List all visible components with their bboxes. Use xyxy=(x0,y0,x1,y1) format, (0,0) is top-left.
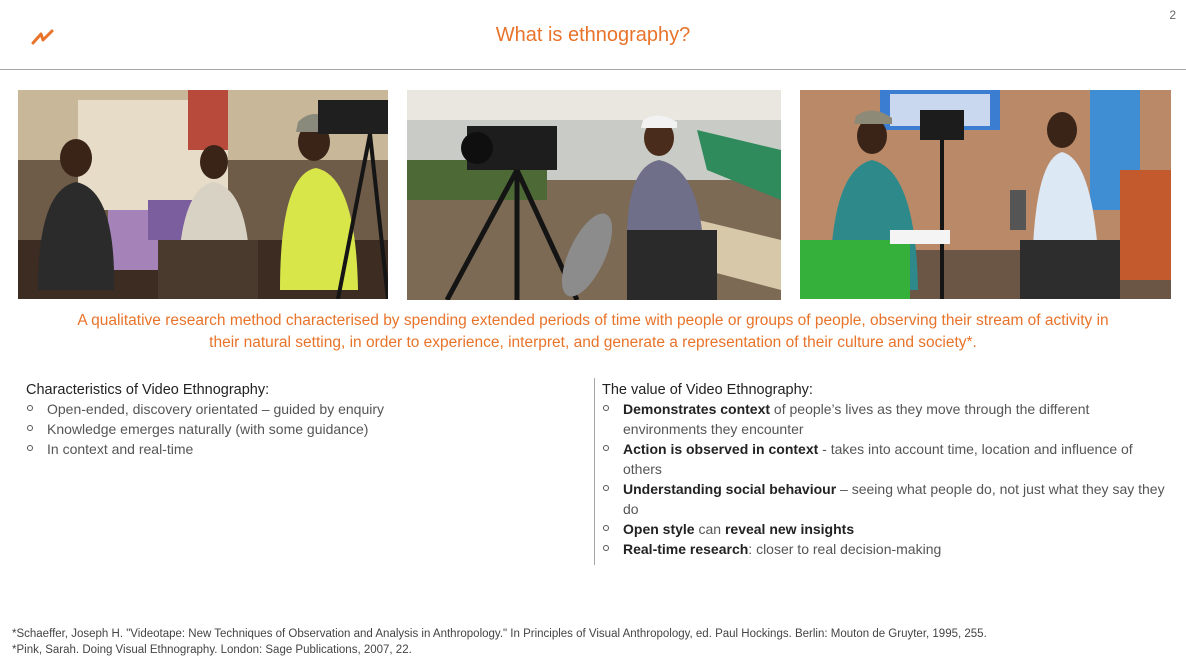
list-item: Real-time research: closer to real decision-making xyxy=(602,539,1172,559)
list-item: Open-ended, discovery orientated – guided by enquiry xyxy=(26,399,566,419)
definition-line-1: A qualitative research method characterised by spending extended periods of time with people or groups of people, observing their stream of activity in xyxy=(77,312,1109,329)
list-item: Open style can reveal new insights xyxy=(602,519,1172,539)
footnote: *Schaeffer, Joseph H. "Videotape: New Techniques of Observation and Analysis in Anthropology." In Principles of Visual Anthropology, ed. Paul Hockings. Berlin: Mouton de Gruyter, 1995, 255. xyxy=(12,628,987,640)
bullet-icon xyxy=(603,485,609,491)
bullet-icon xyxy=(27,445,33,451)
characteristics-section xyxy=(26,382,566,459)
bullet-icon xyxy=(603,545,609,551)
list-item: In context and real-time xyxy=(26,439,566,459)
characteristics-heading: Characteristics of Video Ethnography: xyxy=(26,382,270,398)
interview-in-hut-photo xyxy=(18,90,388,299)
page-title: What is ethnography? xyxy=(495,24,691,46)
page-number: 2 xyxy=(1169,8,1176,22)
footnotes xyxy=(12,626,987,658)
footnote: *Pink, Sarah. Doing Visual Ethnography. London: Sage Publications, 2007, 22. xyxy=(12,644,412,656)
value-section xyxy=(602,382,1172,559)
definition-line-2: their natural setting, in order to experience, interpret, and generate a representation of their culture and society*. xyxy=(209,334,977,351)
lakeside-interview-photo xyxy=(407,90,781,300)
bullet-icon xyxy=(603,405,609,411)
bullet-icon xyxy=(27,425,33,431)
column-divider xyxy=(594,378,595,565)
value-heading: The value of Video Ethnography: xyxy=(602,382,813,398)
ethnography-definition xyxy=(14,310,1172,354)
list-item: Understanding social behaviour – seeing what people do, not just what they say they do xyxy=(602,479,1172,519)
list-item: Action is observed in context - takes into account time, location and influence of others xyxy=(602,439,1172,479)
outdoor-wall-interview-photo xyxy=(800,90,1171,299)
bullet-icon xyxy=(603,445,609,451)
bullet-icon xyxy=(27,405,33,411)
list-item: Demonstrates context of people’s lives as they move through the different environments they encounter xyxy=(602,399,1172,439)
header-divider xyxy=(0,69,1186,70)
list-item: Knowledge emerges naturally (with some guidance) xyxy=(26,419,566,439)
bullet-icon xyxy=(603,525,609,531)
